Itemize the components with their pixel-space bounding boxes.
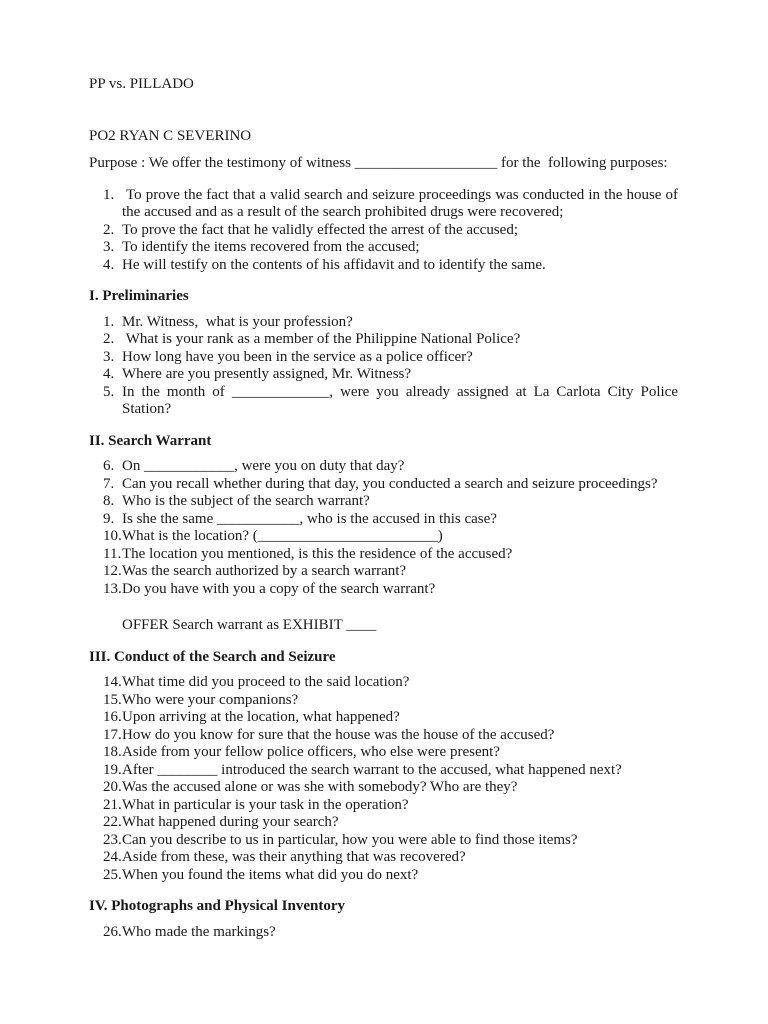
question-text: Who made the markings? (122, 923, 276, 940)
question-text: What time did you proceed to the said location? (122, 674, 410, 690)
question-number: 4. (103, 366, 115, 382)
question-item (103, 222, 678, 240)
section (89, 649, 678, 885)
question-item (103, 867, 678, 885)
question-text: To identify the items recovered from the accused; (122, 239, 420, 255)
offer-note: OFFER Search warrant as EXHIBIT ____ (122, 617, 377, 633)
question-number: 23. (103, 831, 122, 848)
question-text: Mr. Witness, what is your profession? (122, 313, 353, 330)
question-item (103, 581, 678, 599)
question-item (103, 762, 678, 780)
question-number: 6. (103, 458, 115, 474)
section (89, 898, 678, 941)
question-number: 13. (103, 580, 122, 597)
question-number: 2. (103, 331, 115, 347)
section-heading: II. Search Warrant (89, 432, 212, 449)
question-number: 4. (103, 256, 115, 273)
question-number: 10. (103, 528, 122, 544)
question-text: How do you know for sure that the house was the house of the accused? (122, 726, 555, 743)
section (89, 433, 678, 635)
question-number: 16. (103, 709, 122, 725)
question-number: 19. (103, 761, 122, 778)
question-item (103, 331, 678, 349)
question-text: Is she the same ___________, who is the accused in this case? (122, 510, 497, 527)
question-text: Can you describe to us in particular, how you were able to find those items? (122, 831, 578, 848)
purpose-blank-underline: ___________________ (354, 155, 498, 171)
section-heading: I. Preliminaries (89, 288, 189, 304)
purpose-tail: for the following purposes: (497, 155, 668, 171)
question-number: 18. (103, 744, 122, 760)
question-text: What is your rank as a member of the Philippine National Police? (122, 331, 521, 347)
question-text: On ____________, were you on duty that day? (122, 458, 405, 474)
question-text: To prove the fact that he validly effected the arrest of the accused; (122, 221, 518, 238)
question-text: How long have you been in the service as a police officer? (122, 348, 473, 365)
question-number: 25. (103, 866, 122, 883)
question-item (103, 674, 678, 692)
question-number: 3. (103, 348, 115, 365)
question-number: 7. (103, 475, 115, 492)
question-text: Who were your companions? (122, 691, 299, 708)
question-text: Upon arriving at the location, what happened? (122, 709, 400, 725)
section (89, 288, 678, 419)
question-item (103, 349, 678, 367)
question-text: Can you recall whether during that day, you conducted a search and seizure proceedings? (122, 475, 658, 492)
question-item (103, 924, 678, 942)
question-number: 26. (103, 923, 122, 940)
question-item (103, 692, 678, 710)
question-text: Was the search authorized by a search warrant? (122, 563, 407, 579)
question-item (103, 563, 678, 581)
question-number: 3. (103, 239, 115, 255)
question-text: In the month of _____________, were you already assigned at La Carlota City Police Station? (122, 383, 678, 417)
question-number: 21. (103, 796, 122, 813)
question-text: Was the accused alone or was she with somebody? Who are they? (122, 779, 518, 795)
question-number: 14. (103, 674, 122, 690)
question-text: After ________ introduced the search warrant to the accused, what happened next? (122, 761, 622, 778)
question-number: 1. (103, 186, 115, 203)
question-item (103, 493, 678, 511)
question-item (103, 257, 678, 275)
question-item (103, 511, 678, 529)
question-number: 5. (103, 383, 115, 400)
question-item (103, 366, 678, 384)
witness-name: PO2 RYAN C SEVERINO (89, 127, 252, 144)
question-item (103, 744, 678, 762)
question-item (103, 814, 678, 832)
question-item (103, 187, 678, 222)
question-number: 1. (103, 313, 115, 330)
section-heading: IV. Photographs and Physical Inventory (89, 898, 346, 914)
question-item (103, 709, 678, 727)
section-heading: III. Conduct of the Search and Seizure (89, 648, 336, 665)
question-number: 22. (103, 814, 122, 830)
question-number: 15. (103, 691, 122, 708)
question-item (103, 314, 678, 332)
question-item (103, 727, 678, 745)
question-text: To prove the fact that a valid search and seizure proceedings was conducted in the house of the accused and as a result of the search prohibited drugs were recovered; (122, 186, 678, 220)
question-number: 12. (103, 563, 122, 579)
question-text: Who is the subject of the search warrant? (122, 493, 370, 509)
question-item (103, 832, 678, 850)
question-text: What in particular is your task in the operation? (122, 796, 409, 813)
question-text: He will testify on the contents of his affidavit and to identify the same. (122, 256, 546, 273)
purpose-line (89, 155, 678, 173)
purpose-list (89, 187, 678, 275)
question-item (103, 239, 678, 257)
question-number: 9. (103, 510, 115, 527)
question-item (103, 458, 678, 476)
question-text: Aside from your fellow police officers, who else were present? (122, 744, 500, 760)
question-number: 11. (103, 545, 122, 562)
question-sections (89, 288, 678, 941)
question-text: What is the location? (________________________) (122, 528, 443, 544)
question-item (103, 779, 678, 797)
question-item (103, 849, 678, 867)
question-item (103, 476, 678, 494)
purpose-intro: Purpose : We offer the testimony of witness (89, 155, 355, 171)
question-number: 2. (103, 221, 115, 238)
question-item (103, 546, 678, 564)
case-title: PP vs. PILLADO (89, 76, 194, 92)
question-item (103, 384, 678, 419)
question-text: What happened during your search? (122, 814, 339, 830)
question-item (103, 528, 678, 546)
question-text: The location you mentioned, is this the residence of the accused? (122, 545, 513, 562)
question-number: 8. (103, 493, 115, 509)
question-text: Do you have with you a copy of the search warrant? (122, 580, 436, 597)
question-item (103, 797, 678, 815)
question-number: 24. (103, 849, 122, 865)
question-number: 17. (103, 726, 122, 743)
question-text: Where are you presently assigned, Mr. Witness? (122, 366, 412, 382)
question-number: 20. (103, 779, 122, 795)
question-text: When you found the items what did you do next? (122, 866, 419, 883)
question-text: Aside from these, was their anything that was recovered? (122, 849, 466, 865)
